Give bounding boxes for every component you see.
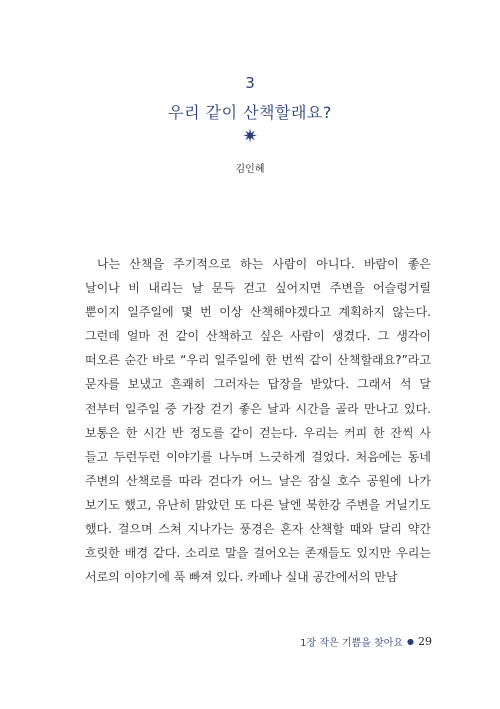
author-name: 김인혜 bbox=[235, 164, 265, 175]
chapter-number: 3 bbox=[245, 74, 255, 92]
star-ornament-icon: ✷ bbox=[242, 126, 258, 147]
page-footer bbox=[300, 634, 432, 649]
page-number: 29 bbox=[418, 635, 432, 648]
running-chapter-label: 1장 작은 기쁨을 찾아요 bbox=[300, 638, 404, 649]
body-paragraph: 나는 산책을 주기적으로 하는 사람이 아니다. 바람이 좋은 날이나 비 내리는 날 문득 걷고 싶어지면 주변을 어슬렁거릴 뿐이지 일주일에 몇 번 이상 산책해야겠다고 계획하지 않는다. 그런데 얼마 전 같이 산책하고 싶은 사람이 생겼다. 그 생각이 떠오른 순간 바로 “우리 일주일에 한 번씩 같이 산책할래요?”라고 문자를 보냈고 흔쾌히 그러자는 답장을 받았다. 그래서 석 달 전부터 일주일 중 가장 걷기 좋은 날과 시간을 골라 만나고 있다. 보통은 한 시간 반 정도를 같이 걷는다. 우리는 커피 한 잔씩 사 들고 두런두런 이야기를 나누며 느긋하게 걸었다. 처음에는 동네 주변의 산책로를 따라 걷다가 어느 날은 잠실 호수 공원에 나가 보기도 했고, 유난히 맑았던 또 다른 날엔 북한강 주변을 거닐기도 했다. 걸으며 스쳐 지나가는 풍경은 혼자 산책할 때와 달리 약간 흐릿한 배경 같다. 소리로 말을 걸어오는 존재들도 있지만 우리는 서로의 이야기에 푹 빠져 있다. 카페나 실내 공간에서의 만남 bbox=[85, 257, 431, 585]
separator-dot-icon: ● bbox=[407, 637, 414, 646]
chapter-title: 우리 같이 산책할래요? bbox=[168, 103, 332, 122]
